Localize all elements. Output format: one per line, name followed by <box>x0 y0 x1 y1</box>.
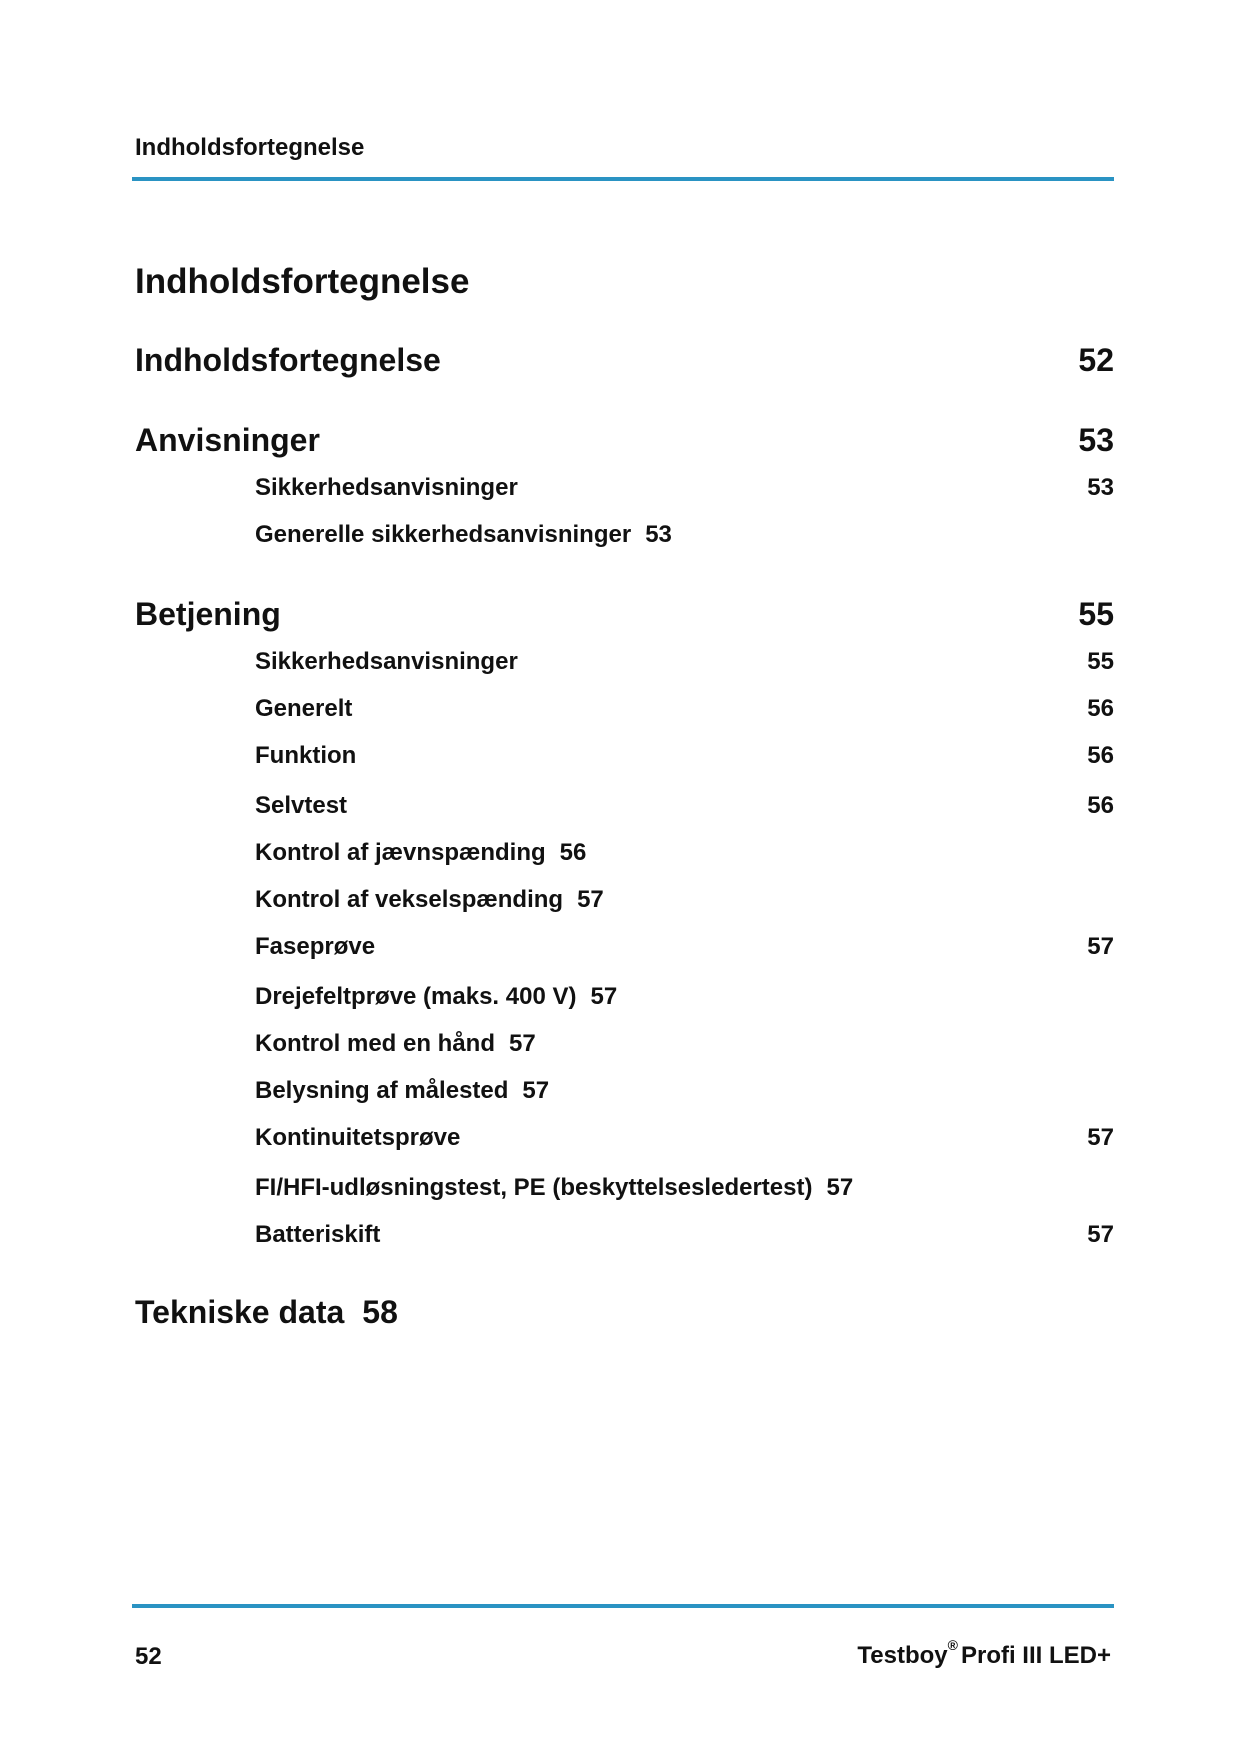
toc-entry-level2[interactable] <box>0 983 1241 1023</box>
toc-entry-title: Belysning af målested <box>255 1077 509 1104</box>
toc-entry-page: 57 <box>1087 933 1114 960</box>
toc-entry-page: 58 <box>362 1294 398 1330</box>
toc-entry-page: 53 <box>1087 474 1114 501</box>
toc-entry-page: 57 <box>826 1174 854 1201</box>
running-header-title: Indholdsfortegnelse <box>135 134 365 161</box>
toc-entry-level2[interactable] <box>0 1030 1241 1070</box>
toc-entry-level2[interactable] <box>0 695 1241 735</box>
toc-entry-level2[interactable] <box>0 886 1241 926</box>
registered-mark: ® <box>947 1637 958 1653</box>
toc-entry-title: Anvisninger <box>135 422 320 458</box>
toc-entry-page: 56 <box>559 839 587 866</box>
footer-rule <box>132 1604 1114 1608</box>
toc-entry-level2[interactable] <box>0 1174 1241 1214</box>
toc-entry-page: 55 <box>1078 596 1114 632</box>
toc-entry-level2[interactable] <box>0 742 1241 782</box>
toc-entry-level2[interactable] <box>0 1221 1241 1261</box>
toc-entry-level2[interactable] <box>0 792 1241 832</box>
page-title: Indholdsfortegnelse <box>135 262 470 301</box>
toc-entry-title: Tekniske data <box>135 1294 345 1330</box>
toc-entry-title: Kontrol af jævnspænding <box>255 839 546 866</box>
toc-entry-page: 57 <box>590 983 618 1010</box>
toc-entry-title: Sikkerhedsanvisninger <box>255 648 518 675</box>
toc-entry-title: Drejefeltprøve (maks. 400 V) <box>255 983 577 1010</box>
toc-entry-level2[interactable] <box>0 474 1241 514</box>
footer-brand: Testboy <box>857 1642 948 1669</box>
toc-entry-title: Kontrol med en hånd <box>255 1030 495 1057</box>
toc-entry-page: 56 <box>1087 742 1114 769</box>
toc-entry-title: Batteriskift <box>255 1221 381 1248</box>
toc-entry-level2[interactable] <box>0 1124 1241 1164</box>
toc-entry-page: 56 <box>1087 695 1114 722</box>
footer-product: Profi III LED+ <box>960 1642 1111 1669</box>
toc-entry-page: 57 <box>509 1030 536 1057</box>
toc-entry-title: FI/HFI-udløsningstest, PE (beskyttelsesledertest) <box>255 1174 813 1201</box>
toc-entry-page: 55 <box>1087 648 1114 675</box>
toc-entry-level2[interactable] <box>0 933 1241 973</box>
toc-entry-page: 57 <box>1087 1124 1114 1151</box>
toc-entry-page: 57 <box>1087 1221 1114 1248</box>
toc-entry-title: Generelt <box>255 695 353 722</box>
toc-entry-title: Funktion <box>255 742 357 769</box>
toc-entry-level2[interactable] <box>0 839 1241 879</box>
toc-entry-title: Betjening <box>135 596 281 632</box>
toc-entry-level2[interactable] <box>0 648 1241 688</box>
toc-entry-page: 52 <box>1078 342 1114 378</box>
toc-entry-title: Kontinuitetsprøve <box>255 1124 461 1151</box>
footer-page-number: 52 <box>135 1643 162 1670</box>
toc-entry-title: Generelle sikkerhedsanvisninger <box>255 521 632 548</box>
toc-entry-level1[interactable] <box>0 342 1241 382</box>
toc-entry-title: Kontrol af vekselspænding <box>255 886 564 913</box>
header-rule <box>132 177 1114 181</box>
toc-entry-title: Sikkerhedsanvisninger <box>255 474 518 501</box>
footer-product-name <box>857 1637 1111 1670</box>
toc-entry-level1[interactable] <box>0 596 1241 636</box>
toc-entry-title: Selvtest <box>255 792 348 819</box>
toc-entry-level1[interactable] <box>0 1294 1241 1334</box>
toc-entry-title: Indholdsfortegnelse <box>135 342 441 378</box>
toc-entry-title: Faseprøve <box>255 933 376 960</box>
toc-entry-page: 57 <box>577 886 604 913</box>
toc-entry-level1[interactable] <box>0 422 1241 462</box>
toc-entry-page: 53 <box>645 521 672 548</box>
toc-entry-level2[interactable] <box>0 521 1241 561</box>
toc-entry-page: 56 <box>1087 792 1114 819</box>
toc-entry-page: 57 <box>522 1077 550 1104</box>
toc-entry-level2[interactable] <box>0 1077 1241 1117</box>
toc-entry-page: 53 <box>1078 422 1114 458</box>
